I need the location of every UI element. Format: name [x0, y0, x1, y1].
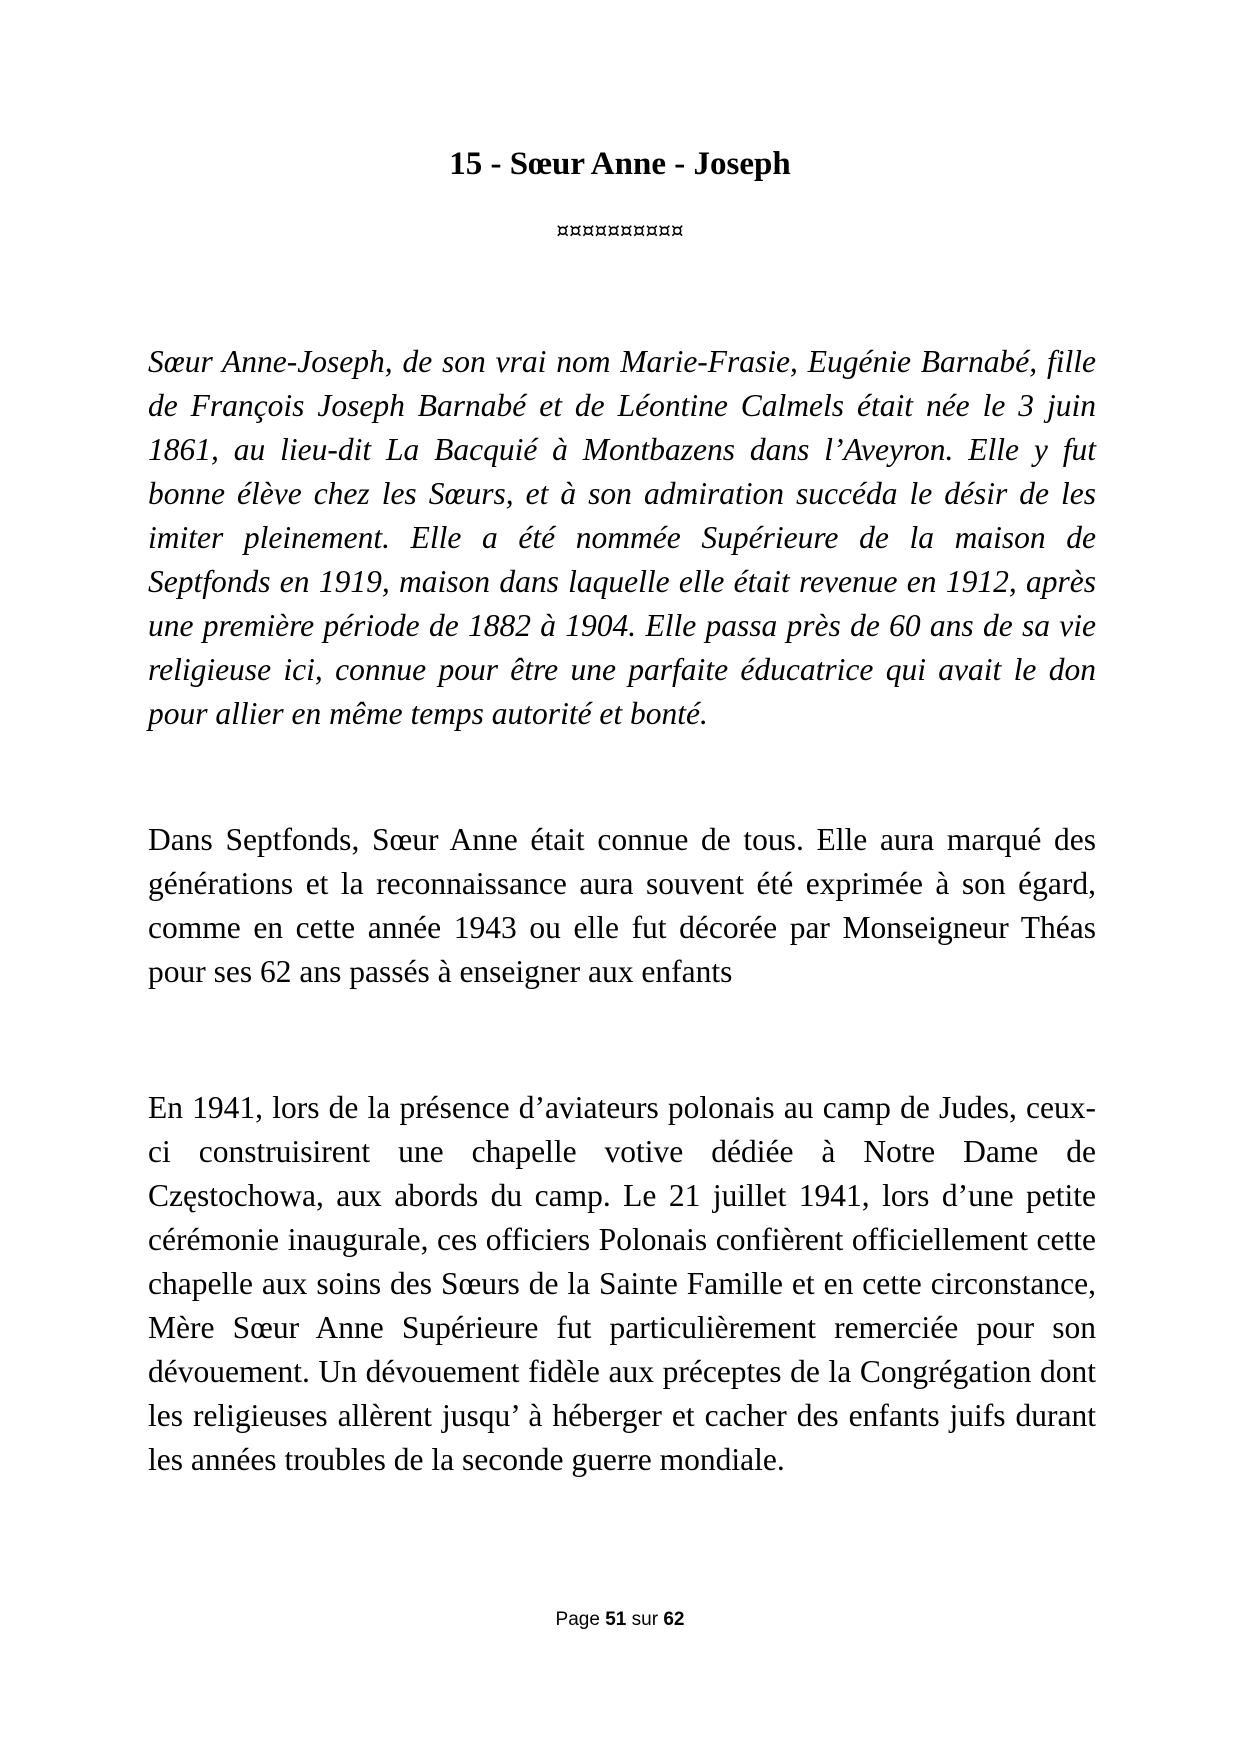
page-label: Page: [555, 1609, 600, 1630]
title-ornament: ¤¤¤¤¤¤¤¤¤¤: [556, 218, 684, 242]
chapel-paragraph: En 1941, lors de la présence d’aviateurs polonais au camp de Judes, ceux-ci construisirent une chapelle votive dédiée à Notre Dame de Częstochowa, aux abords du camp. Le 21 juillet 1941, lors d’une petite cérémonie inaugurale, ces officiers Polonais confièrent officiellement cette chapelle aux soins des Sœurs de la Sainte Famille et en cette circonstance, Mère Sœur Anne Supérieure fut particulièrement remerciée pour son dévouement. Un dévouement fidèle aux préceptes de la Congrégation dont les religieuses allèrent jusqu’ à héberger et cacher des enfants juifs durant les années troubles de la seconde guerre mondiale.: [148, 1090, 1096, 1477]
recognition-paragraph: Dans Septfonds, Sœur Anne était connue de tous. Elle aura marqué des générations et la reconnaissance aura souvent été exprimée à son égard, comme en cette année 1943 ou elle fut décorée par Monseigneur Théas pour ses 62 ans passés à enseigner aux enfants: [148, 822, 1096, 989]
current-page: 51: [605, 1609, 627, 1630]
total-pages: 62: [663, 1609, 685, 1630]
page-title: 15 - Sœur Anne - Joseph: [449, 146, 791, 182]
page-number: [0, 1609, 1240, 1631]
page-separator: sur: [631, 1609, 659, 1630]
biography-paragraph: Sœur Anne-Joseph, de son vrai nom Marie-Frasie, Eugénie Barnabé, fille de François Joseph Barnabé et de Léontine Calmels était née le 3 juin 1861, au lieu-dit La Bacquié à Montbazens dans l’Aveyron. Elle y fut bonne élève chez les Sœurs, et à son admiration succéda le désir de les imiter pleinement. Elle a été nommée Supérieure de la maison de Septfonds en 1919, maison dans laquelle elle était revenue en 1912, après une première période de 1882 à 1904. Elle passa près de 60 ans de sa vie religieuse ici, connue pour être une parfaite éducatrice qui avait le don pour allier en même temps autorité et bonté.: [148, 344, 1096, 731]
